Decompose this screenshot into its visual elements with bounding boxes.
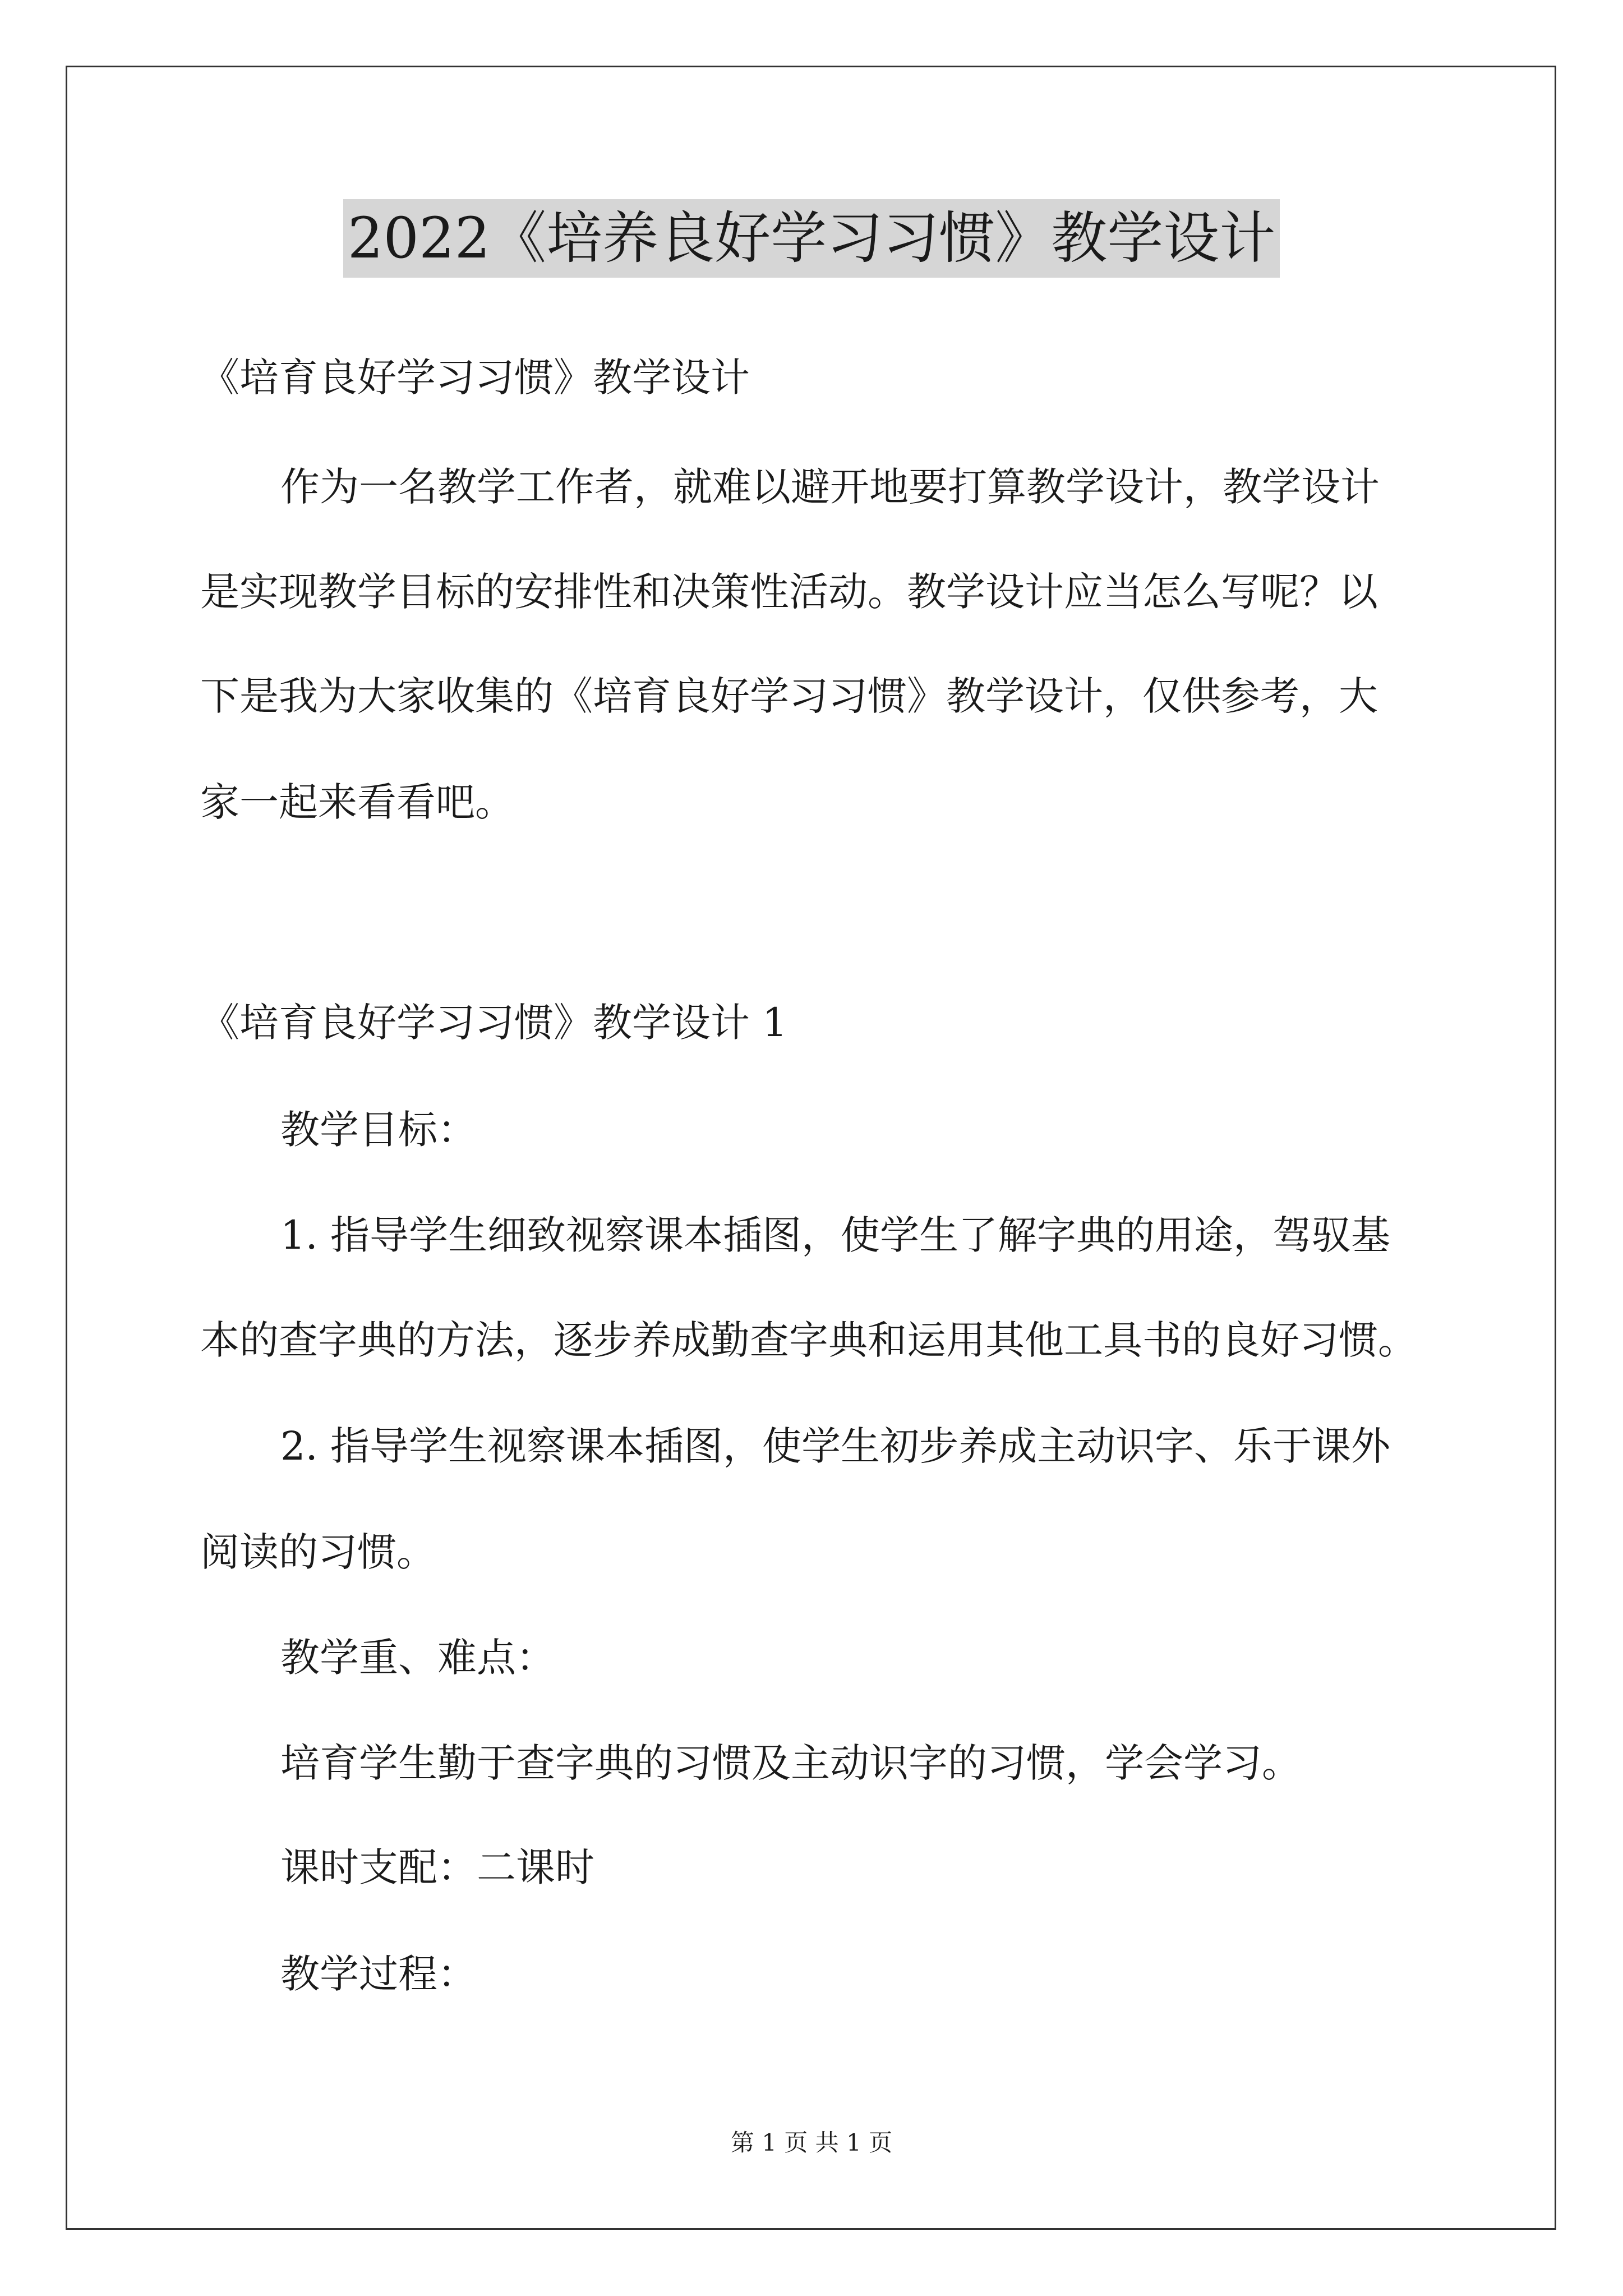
- paragraph-line: 是实现教学目标的安排性和决策性活动。教学设计应当怎么写呢？以: [200, 569, 1378, 615]
- paragraph-line: 课时支配：二课时: [280, 1844, 594, 1890]
- paragraph-line: 下是我为大家收集的《培育良好学习习惯》教学设计，仅供参考，大: [200, 673, 1378, 719]
- section-heading: 《培育良好学习习惯》教学设计 1: [200, 1000, 787, 1046]
- paragraph-line: 作为一名教学工作者，就难以避开地要打算教学设计，教学设计: [280, 464, 1380, 510]
- paragraph-line: 教学重、难点：: [280, 1635, 555, 1681]
- paragraph-line: 阅读的习惯。: [200, 1529, 436, 1575]
- title-container: [0, 199, 1623, 278]
- document-title: 2022《培养良好学习习惯》教学设计: [343, 199, 1280, 278]
- paragraph-line: 1. 指导学生细致视察课本插图，使学生了解字典的用途，驾驭基: [280, 1212, 1391, 1258]
- paragraph-line: 教学过程：: [280, 1951, 477, 1997]
- paragraph-line: 教学目标：: [280, 1107, 477, 1153]
- paragraph-line: 家一起来看看吧。: [200, 779, 514, 825]
- paragraph-line: 2. 指导学生视察课本插图，使学生初步养成主动识字、乐于课外: [280, 1423, 1391, 1469]
- paragraph-line: 本的查字典的方法，逐步养成勤查字典和运用其他工具书的良好习惯。: [200, 1317, 1417, 1363]
- paragraph-line: 培育学生勤于查字典的习惯及主动识字的习惯，学会学习。: [280, 1740, 1301, 1786]
- page-footer: 第 1 页 共 1 页: [730, 2129, 893, 2156]
- subtitle-line: 《培育良好学习习惯》教学设计: [200, 355, 750, 401]
